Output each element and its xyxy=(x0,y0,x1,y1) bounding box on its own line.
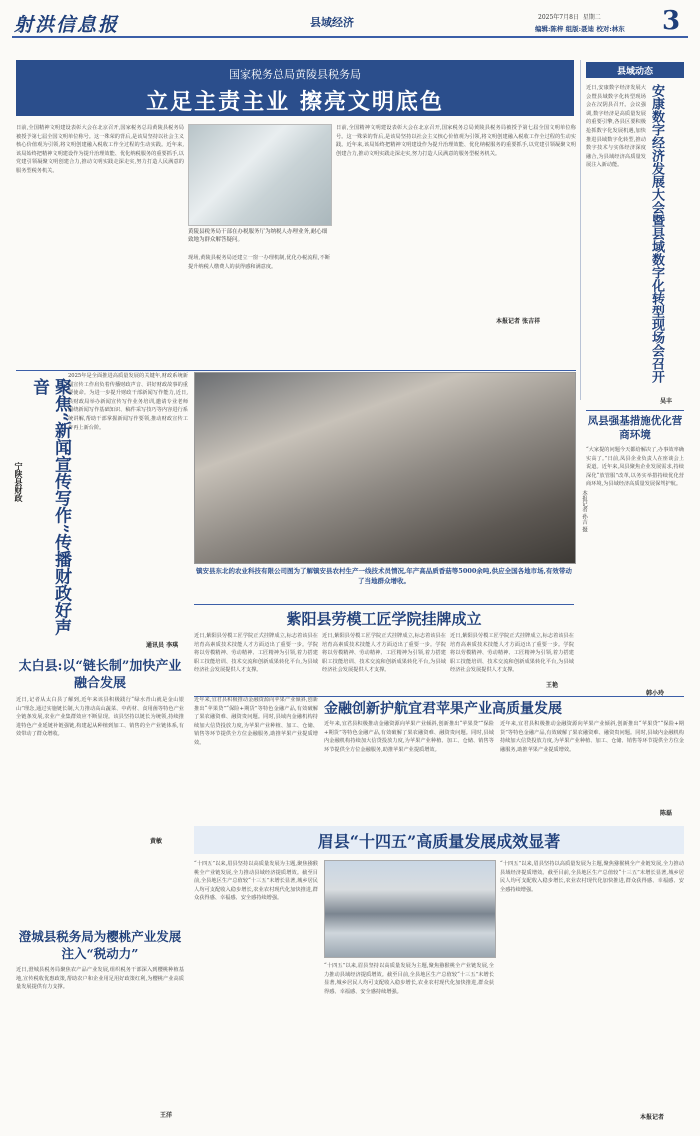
banner-kicker: 国家税务总局黄陵县税务局 xyxy=(229,68,361,81)
news-writing-sub: 宁陕县财政 xyxy=(14,462,24,502)
main-photo xyxy=(194,372,576,564)
meixian-body-1: “十四五”以来,眉县坚持以高质量发展为主题,聚焦猕猴桃全产业链发展,全力推动县域经济提质增效。截至目前,全县地区生产总值较“十三五”末增长显著,城乡居民人均可支配收入稳步增长,农业农村现代化加快推进,群众获得感、幸福感、安全感持续增强。 xyxy=(194,861,318,902)
sidebar-divider xyxy=(580,60,581,400)
rule-1 xyxy=(16,370,576,371)
finance-byline: 陈磊 xyxy=(660,810,673,817)
tax-article-body: 日前,全国精神文明建设表彰大会在北京召开,国家税务总局黄陵县税务局被授予第七届全国文明单位称号。这一殊荣的背后,是该局坚持以社会主义核心价值观为引领,将文明创建融入税收工作全过程的生动实践。近年来,该局始终把精神文明建设作为提升治理效能、优化纳税服务的重要抓手,以党建引领凝聚文明创建合力,推动文明实践走深走实,努力打造人民满意的服务型税务机关。 xyxy=(16,125,184,174)
tax-article-photo xyxy=(188,124,332,226)
fengxiang-body: “大家提的问题今天都给解决了,办事效率确实高了。”日前,凤县企业负责人在座谈会上说道。近年来,凤县聚焦企业发展需求,持续深化“放管服”改革,以务实举措持续优化营商环境,为县域经济高质量发展保驾护航。 xyxy=(586,447,684,488)
editor-credits: 编辑:陈梓 组版:聂迪 校对:林东 xyxy=(535,25,625,33)
news-writing-body: 2025年是全面推进高质量发展的关键年,财政系统新闻宣传工作肩负着传播财政声音、讲好财政故事的重要使命。为进一步提升财政干部新闻写作能力,近日,县财政局举办新闻宣传写作业务培训,邀请专业老师围绕新闻写作基础知识、稿件采写技巧等内容进行系统讲解,帮助干部掌握新闻写作要领,推动财政宣传工作再上新台阶。 xyxy=(68,373,188,431)
finance-body-1: 近年来,宜君县积极推动金融资源向苹果产业倾斜,创新推出“苹果贷”“保险+期货”等特色金融产品,有效破解了果农融资难、融资贵问题。同时,县域内金融机构持续加大信贷投放力度,为苹果产业种植、加工、仓储、销售等环节提供全方位金融服务,助推苹果产业提质增效。 xyxy=(194,697,318,746)
meixian-body-2: “十四五”以来,眉县坚持以高质量发展为主题,聚焦猕猴桃全产业链发展,全力推动县域经济提质增效。截至目前,全县地区生产总值较“十三五”末增长显著,城乡居民人均可支配收入稳步增长,农业农村现代化加快推进,群众获得感、幸福感、安全感持续增强。 xyxy=(324,963,494,995)
chengcheng-title: 澄城县税务局为樱桃产业发展注入“税动力” xyxy=(18,929,182,961)
meixian-title: 眉县“十四五”高质量发展成效显著 xyxy=(317,832,561,851)
issue-date xyxy=(538,12,601,21)
taibai-body: 近日,记者从太白县了解到,近年来该县积极践行“绿水青山就是金山银山”理念,通过实施链长制,大力推动高山蔬菜、中药材、食用菌等特色产业全链条发展,农业产业集群效应不断显现。该县坚持以链长为统领,持续推进特色产业延链补链强链,构建起从种植到加工、销售的全产业链体系,有效带动了群众增收。 xyxy=(16,697,184,738)
page-number: 3 xyxy=(662,6,681,36)
sidebar-body: 近日,安康数字经济发展大会暨县域数字化转型现场会在汉阴县召开。会议强调,数字经济是高质量发展的重要引擎,各县区要积极抢抓数字化发展机遇,加快推进县域数字化转型,推动数字技术与实体经济深度融合,为县域经济高质量发展注入新动能。 xyxy=(586,85,646,169)
taibai-title: 太白县:以“链长制”加快产业融合发展 xyxy=(18,659,182,691)
ziyang-body-2: 近日,紫阳县劳模工匠学院正式挂牌成立,标志着该县在培育高素质技术技能人才方面迈出了重要一步。学院将以劳模精神、劳动精神、工匠精神为引领,着力搭建职工技能培训、技术交流和创新成果转化平台,为县域经济社会发展提供人才支撑。 xyxy=(322,633,446,674)
section-name: 县域经济 xyxy=(310,16,354,29)
tax-article-body2: 现场,黄陵县税务局还建立一窗一办理机制,优化办税流程,不断提升纳税人缴费人的获得感和满意度。 xyxy=(188,255,330,270)
masthead-rule xyxy=(12,36,688,38)
sidebar-headline: 安康数字经济发展大会暨县域数字化转型现场会召开 xyxy=(649,84,664,383)
ziyang-byline: 王艳 xyxy=(546,682,559,689)
chengcheng-body: 近日,澄城县税务局聚焦农产品产业发展,组织税务干部深入到樱桃种植基地,宣传税收优惠政策,帮助农户和企业用足用好政策红利,为樱桃产业高质量发展提供有力支撑。 xyxy=(16,967,184,991)
masthead-logo: 射洪信息报 xyxy=(14,14,120,36)
banner-title: 立足主责主业 擦亮文明底色 xyxy=(146,89,444,115)
taibai-byline: 黄敏 xyxy=(150,838,163,845)
fengxiang-title: 凤县强基措施优化营商环境 xyxy=(587,415,683,441)
tax-article-body3: 日前,全国精神文明建设表彰大会在北京召开,国家税务总局黄陵县税务局被授予第七届全国文明单位称号。这一殊荣的背后,是该局坚持以社会主义核心价值观为引领,将文明创建融入税收工作全过程的生动实践。近年来,该局始终把精神文明建设作为提升治理效能、优化纳税服务的重要抓手,以党建引领凝聚文明创建合力,推动文明实践走深走实,努力打造人民满意的服务型税务机关。 xyxy=(336,125,576,157)
tax-article-reporter: 本报记者 张吉祥 xyxy=(496,318,541,325)
meixian-body-3: “十四五”以来,眉县坚持以高质量发展为主题,聚焦猕猴桃全产业链发展,全力推动县域经济提质增效。截至目前,全县地区生产总值较“十三五”末增长显著,城乡居民人均可支配收入稳步增长,农业农村现代化加快推进,群众获得感、幸福感、安全感持续增强。 xyxy=(500,861,684,893)
rule-2 xyxy=(194,604,574,605)
ziyang-body-1: 近日,紫阳县劳模工匠学院正式挂牌成立,标志着该县在培育高素质技术技能人才方面迈出了重要一步。学院将以劳模精神、劳动精神、工匠精神为引领,着力搭建职工技能培训、技术交流和创新成果转化平台,为县域经济社会发展提供人才支撑。 xyxy=(194,633,318,674)
finance-body-2: 近年来,宜君县积极推动金融资源向苹果产业倾斜,创新推出“苹果贷”“保险+期货”等特色金融产品,有效破解了果农融资难、融资贵问题。同时,县域内金融机构持续加大信贷投放力度,为苹果产业种植、加工、仓储、销售等环节提供全方位金融服务,助推苹果产业提质增效。 xyxy=(324,721,494,753)
news-writing-title: 聚焦“新闻宣传写作”传播财政好声音 xyxy=(29,378,71,636)
ziyang-title: 紫阳县劳模工匠学院挂牌成立 xyxy=(286,610,482,628)
weekday-text: 星期二 xyxy=(582,14,601,21)
rule-4 xyxy=(586,410,684,411)
main-photo-credit: 本报记者 孙吉 摄 xyxy=(581,490,587,532)
chengcheng-byline: 王洋 xyxy=(160,1112,173,1119)
meixian-photo xyxy=(324,860,496,958)
tax-article-caption: 黄陵县税务局干部在办税服务厅为纳税人办理业务,耐心细致地为群众解答疑问。 xyxy=(188,229,328,243)
date-text: 2025年7月8日 xyxy=(538,14,579,21)
main-photo-caption: 镇安县东北的农业科技有限公司图为了解镇安县农村生产一线技术员情况,年产高品质香菇等5000余吨,供应全国各地市场,有效带动了当地群众增收。 xyxy=(196,567,572,585)
meixian-byline: 本报记者 xyxy=(640,1114,665,1121)
news-writing-byline: 通讯员 李琪 xyxy=(146,642,179,649)
finance-body-3: 近年来,宜君县积极推动金融资源向苹果产业倾斜,创新推出“苹果贷”“保险+期货”等特色金融产品,有效破解了果农融资难、融资贵问题。同时,县域内金融机构持续加大信贷投放力度,为苹果产业种植、加工、仓储、销售等环节提供全方位金融服务,助推苹果产业提质增效。 xyxy=(500,721,684,753)
finance-title: 金融创新护航宜君苹果产业高质量发展 xyxy=(324,701,562,717)
fengxiang-byline: 韩小玲 xyxy=(646,690,665,697)
ziyang-body-3: 近日,紫阳县劳模工匠学院正式挂牌成立,标志着该县在培育高素质技术技能人才方面迈出了重要一步。学院将以劳模精神、劳动精神、工匠精神为引领,着力搭建职工技能培训、技术交流和创新成果转化平台,为县域经济社会发展提供人才支撑。 xyxy=(450,633,574,674)
sidebar-byline: 吴丰 xyxy=(660,398,673,405)
sidebar-column-label: 县域动态 xyxy=(616,67,653,77)
